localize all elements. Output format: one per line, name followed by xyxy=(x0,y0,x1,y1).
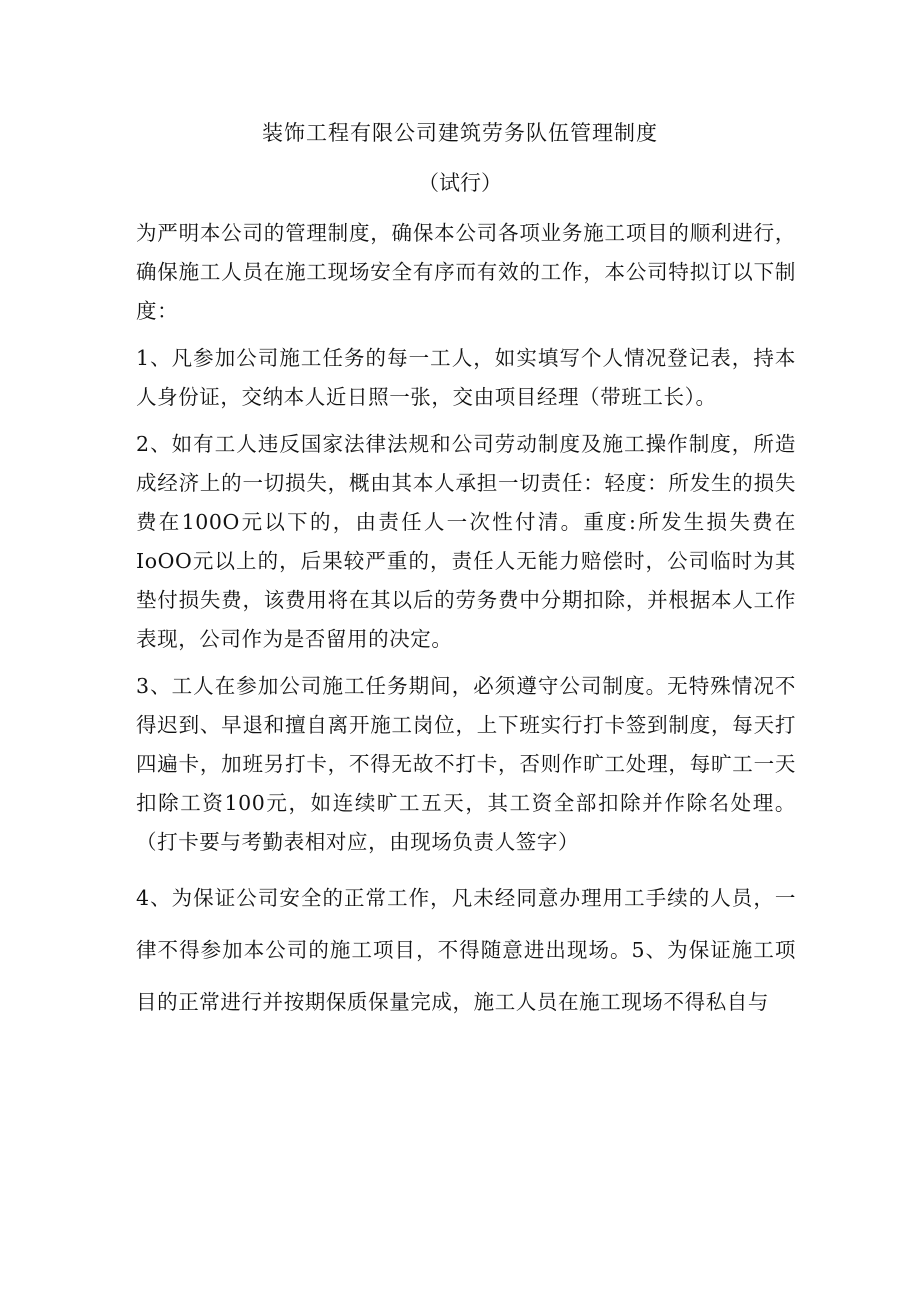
document-title: 装饰工程有限公司建筑劳务队伍管理制度 xyxy=(262,121,658,145)
rule-paragraph-4-5: 4、为保证公司安全的正常工作，凡未经同意办理用工手续的人员，一律不得参加本公司的施工项目，不得随意进出现场。5、为保证施工项目的正常进行并按期保质保量完成，施工人员在施工现场不得私自与 xyxy=(136,886,796,1014)
rule-paragraph-1: 1、凡参加公司施工任务的每一工人，如实填写个人情况登记表，持本人身份证，交纳本人近日照一张，交由项目经理（带班工长）。 xyxy=(136,346,796,409)
document-body xyxy=(136,214,796,1036)
document-subtitle: （试行） xyxy=(418,171,502,195)
rule-paragraph-3: 3、工人在参加公司施工任务期间，必须遵守公司制度。无特殊情况不得迟到、早退和擅自离开施工岗位，上下班实行打卡签到制度，每天打四遍卡，加班另打卡，不得无故不打卡，否则作旷工处理，每旷工一天扣除工资100元，如连续旷工五天，其工资全部扣除并作除名处理。（打卡要与考勤表相对应，由现场负责人签字） xyxy=(136,674,796,854)
rule-paragraph-2: 2、如有工人违反国家法律法规和公司劳动制度及施工操作制度，所造成经济上的一切损失，概由其本人承担一切责任：轻度：所发生的损失费在100O元以下的，由责任人一次性付清。重度:所发生损失费在IoOO元以上的，后果较严重的，责任人无能力赔偿时，公司临时为其垫付损失费，该费用将在其以后的劳务费中分期扣除，并根据本人工作表现，公司作为是否留用的决定。 xyxy=(136,432,796,651)
intro-paragraph: 为严明本公司的管理制度，确保本公司各项业务施工项目的顺利进行，确保施工人员在施工现场安全有序而有效的工作，本公司特拟订以下制度： xyxy=(136,221,796,323)
